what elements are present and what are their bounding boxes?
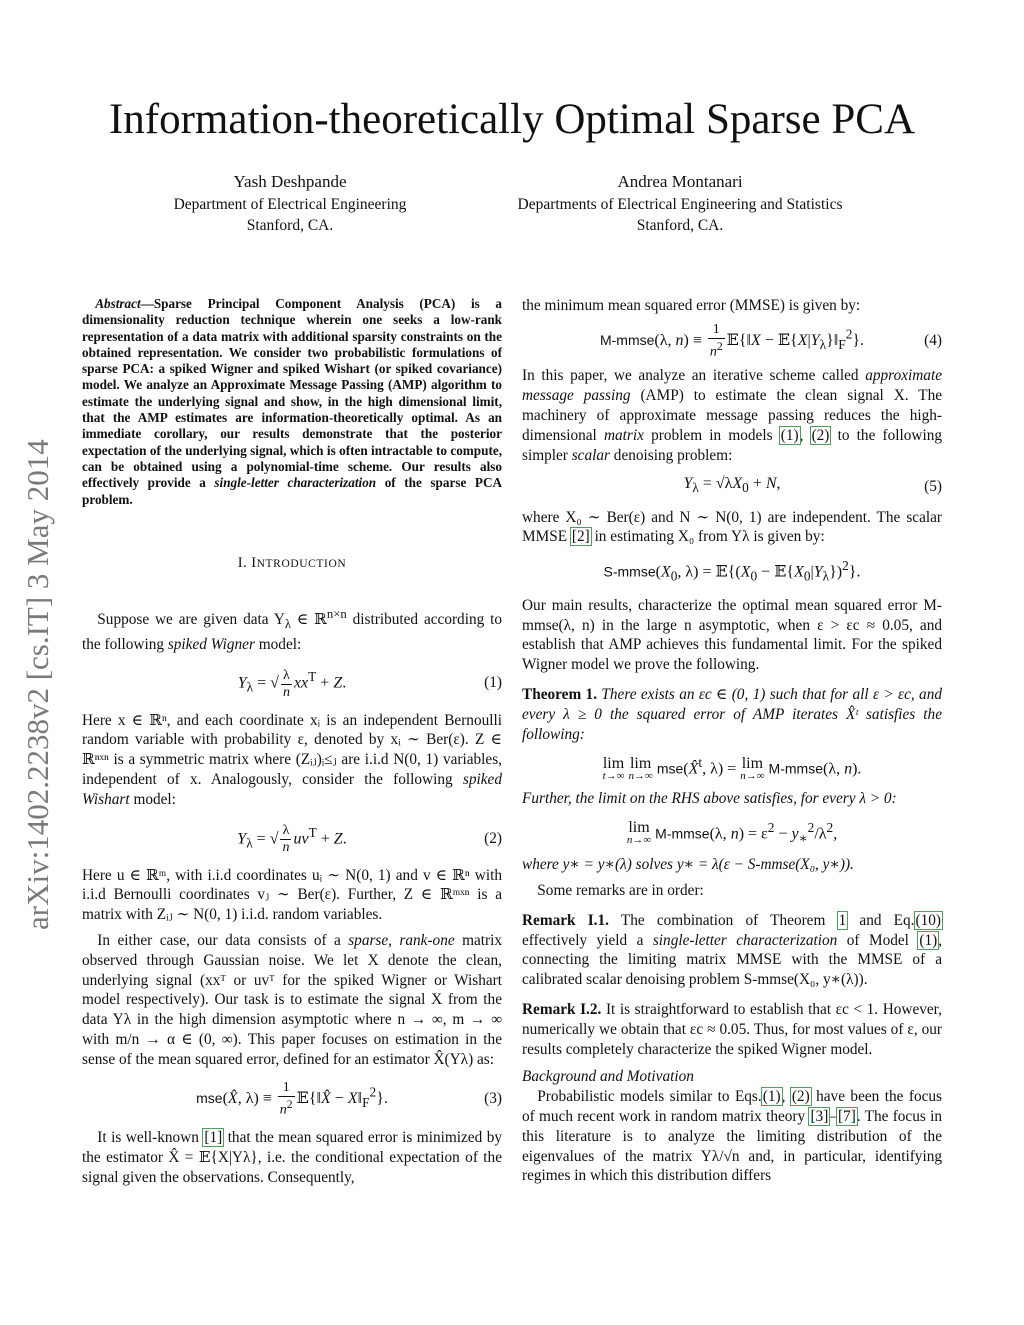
remark-label: Remark I.1. <box>522 911 609 929</box>
text: single-letter characterization <box>652 931 838 949</box>
intro-paragraph-2 <box>82 711 502 810</box>
text: Suppose we are given data Y <box>97 610 285 628</box>
citation-link[interactable]: [3] <box>810 1108 829 1126</box>
equation-5: $Y_\lambda = √\lambda X_0 + N$, (5) <box>683 475 942 496</box>
remark-2 <box>522 1000 942 1059</box>
main-results-paragraph: Our main results, characterize the optimal mean squared error M-mmse(λ, n) in the large n asymptotic, when ε > εc ≈ 0.05, and establish that AMP achieves this fundamental limit. For the spiked Wigner model we prove the following. <box>522 596 942 674</box>
text: model: <box>133 790 176 808</box>
intro-paragraph-5 <box>82 1128 502 1187</box>
equation-s-mmse: $S-mmse(X_0$, $\lambda) = 𝔼\{(X_0$ − $𝔼\{X_0|Y_\lambda\})^2$}. <box>603 558 861 584</box>
section-title-rest: NTRODUCTION <box>256 557 347 570</box>
paper-title: Information-theoretically Optimal Sparse PCA <box>108 96 916 143</box>
equation-number: (5) <box>924 477 942 495</box>
text: that the mean squared error is minimized by the estimator X̂ = 𝔼{X|Yλ}, i.e. the conditional expectation of the signal given the observations. Consequently, <box>82 1129 502 1186</box>
text: have been the focus of much recent work in random matrix theory <box>522 1088 942 1126</box>
text: matrix observed through Gaussian noise. We let X denote the clean, underlying signal (xxᵀ or uvᵀ for the spiked Wigner or Wishart model respectively). Our task is to estimate the signal X from the data Yλ in the high dimension asymptotic where n → ∞, m → ∞ with m/n → α ∈ (0, ∞). This paper focuses on estimation in the sense of the mean squared error, defined for an estimator X̂(Yλ) as: <box>82 932 502 1068</box>
intro-paragraph-4 <box>82 931 502 1070</box>
text: In either case, our data consists of a <box>97 932 341 950</box>
remark-label: Remark I.2. <box>522 1001 602 1019</box>
equation-number: (2) <box>484 829 502 847</box>
equation-link[interactable]: (1) <box>762 1088 781 1106</box>
text: In this paper, we analyze an iterative scheme called <box>522 367 859 385</box>
text: sparse, rank-one <box>348 932 455 950</box>
author-location: Stanford, CA. <box>636 217 724 234</box>
text: The combination of Theorem <box>620 911 826 929</box>
abstract-italic: single-letter characterization <box>214 475 377 491</box>
text: and Eq. <box>859 911 915 929</box>
subsection-heading: Background and Motivation <box>522 1068 694 1086</box>
intro-paragraph-1: Suppose we are given data $Y_\lambda$ ∈ ℝ$^{n\times n}$ distributed according to the following spiked Wigner model: <box>82 606 503 653</box>
theorem-fixed-point: where y∗ = y∗(λ) solves y∗ = λ(ε − S-mmse(X₀, y∗)). <box>522 856 854 874</box>
section-number: I. <box>237 554 248 571</box>
author-department: Departments of Electrical Engineering and Statistics <box>517 196 843 213</box>
equation-number: (4) <box>924 332 942 350</box>
theorem-1 <box>522 685 942 744</box>
author-location: Stanford, CA. <box>246 217 334 234</box>
text: , connecting the limiting matrix MMSE with the MMSE of a calibrated scalar denoising problem S-mmse(X₀, y∗(λ)). <box>522 931 943 989</box>
background-paragraph: Probabilistic models similar to Eqs.(1), (2) have been the focus of much recent work in random matrix theory [3]–[7]. The focus in this literature is to analyze the limiting distribution of the eigenvalues of the matrix Yλ/√n and, in particular, identifying regimes in which this distribution differs <box>522 1088 943 1185</box>
equation-number: (3) <box>484 1090 502 1108</box>
text: distributed according to the following <box>82 610 503 653</box>
section-heading <box>82 554 502 575</box>
mmse-intro: the minimum mean squared error (MMSE) is given by: <box>522 297 861 314</box>
equation-link[interactable]: (10) <box>915 911 941 929</box>
equation-3: mse(X̂, λ) ≡ $\frac{1}{n^2}$ 𝔼{‖X̂ − $X‖_F^2$}. (3) <box>196 1079 502 1118</box>
abstract-text: —Sparse Principal Component Analysis (PCA) is a dimensionality reduction technique wherein one seeks a low-rank representation of a data matrix with additional sparsity constraints on the obtained representation. We consider two probabilistic formulations of sparse PCA: a spiked Wigner and spiked Wishart (or spiked covariance) model. We analyze an Approximate Message Passing (AMP) algorithm to estimate the underlying signal and show, in the high dimensional limit, that the AMP estimates are information-theoretically optimal. As an immediate corollary, our results demonstrate that the posterior expectation of the underlying signal, which is often intractable to compute, can be obtained using a polynomial-time scheme. Our results also effectively provide a <box>82 296 502 491</box>
author-block-1 <box>150 170 430 236</box>
author-name: Andrea Montanari <box>617 172 743 191</box>
equation-number: (1) <box>484 674 502 692</box>
text: spiked Wigner <box>167 635 255 653</box>
author-block-2 <box>490 170 870 236</box>
abstract-end: of the sparse PCA problem. <box>82 475 502 507</box>
text: denoising problem: <box>613 446 733 464</box>
equation-4: M-mmse(λ, n) ≡ $\frac{1}{n^2}$ 𝔼{‖X − $𝔼\{X|Y_\lambda\}‖_F^2$}. (4) <box>599 321 942 360</box>
remarks-intro: Some remarks are in order: <box>537 882 704 900</box>
text: Probabilistic models similar to Eqs. <box>537 1088 762 1106</box>
text: It is straightforward to establish that εc < 1. However, numerically we obtain that εc ≈ 0.05. Thus, for most values of ε, our results completely characterize the spiked Wigner model. <box>522 1001 942 1058</box>
citation-link[interactable]: [2] <box>571 528 590 546</box>
equation-limit-rhs: lim n→∞ M-mmse(λ, $n) = \varepsilon^2 - y_∗^2/\lambda^2$, <box>626 819 838 847</box>
text: effectively yield a <box>522 931 644 949</box>
text: of Model <box>846 931 909 949</box>
equation-theorem-limit: lim t→∞ lim n→∞ mse(X̂$^t$, λ) = lim n→∞ M-mmse(λ, n). <box>602 754 862 782</box>
theorem-continuation: Further, the limit on the RHS above satisfies, for every λ > 0: <box>522 789 897 807</box>
author-department: Department of Electrical Engineering <box>173 196 407 213</box>
text: It is well-known <box>97 1129 199 1147</box>
theorem-text: There exists an εc ∈ (0, 1) such that for all ε > εc, and every λ ≥ 0 the squared error of AMP iterates X̂ᵗ satisfies the following: <box>522 685 942 743</box>
amp-paragraph: In this paper, we analyze an iterative scheme called approximate message passing (AMP) to estimate the clean signal X. The machinery of approximate message passing reduces the high-dimensional matrix problem in models (1), (2) to the following simpler scalar denoising problem: <box>522 367 943 464</box>
theorem-label: Theorem 1. <box>522 685 598 703</box>
text: Here x ∈ ℝⁿ, and each coordinate xᵢ is an independent Bernoulli random variable with probability ε, denoted by xᵢ ∼ Ber(ε). Z ∈ ℝⁿˣⁿ is a symmetric matrix where (Zᵢⱼ)ᵢ≤ⱼ are i.i.d N(0, 1) variables, independent of x. Analogously, consider the following <box>82 711 502 788</box>
abstract-label: Abstract <box>95 296 141 311</box>
text: in estimating X₀ from Yλ is given by: <box>594 528 825 546</box>
text: spiked Wishart <box>82 770 502 808</box>
abstract <box>82 296 502 508</box>
text: (AMP) to estimate the clean signal X. The machinery of approximate message passing reduces the high-dimensional <box>522 387 943 444</box>
arxiv-stamp: arXiv:1402.2238v2 [cs.IT] 3 May 2014 <box>20 439 55 930</box>
right-column <box>522 296 942 1186</box>
text: to the following simpler <box>522 426 943 464</box>
text: matrix <box>603 426 644 444</box>
text: model: <box>254 635 302 653</box>
text: problem in models <box>651 426 773 444</box>
text: approximate message passing <box>522 367 942 405</box>
text: . The focus in this literature is to analyze the limiting distribution of the eigenvalues of the matrix Yλ/√n and, in particular, identifying regimes in which this distribution differs <box>522 1108 943 1185</box>
theorem-link[interactable]: 1 <box>838 911 847 929</box>
left-column <box>82 296 502 1188</box>
equation-link[interactable]: (1) <box>919 931 938 949</box>
author-name: Yash Deshpande <box>233 172 347 191</box>
scalar-mmse-paragraph <box>522 508 942 548</box>
equation-1: $Y_\lambda$ = √ $\frac{\lambda}{n}$ $xx^T + Z$. (1) <box>237 667 502 700</box>
equation-link[interactable]: (2) <box>791 1088 810 1106</box>
text: where X₀ ∼ Ber(ε) and N ∼ N(0, 1) are independent. The scalar MMSE <box>522 508 942 546</box>
citation-link[interactable]: [1] <box>204 1129 223 1147</box>
section-title-first: I <box>251 554 257 571</box>
intro-paragraph-3: Here u ∈ ℝᵐ, with i.i.d coordinates uᵢ ∼ N(0, 1) and v ∈ ℝⁿ with i.i.d Bernoulli coordinates vⱼ ∼ Ber(ε). Further, Z ∈ ℝᵐˣⁿ is a matrix with Zᵢⱼ ∼ N(0, 1) i.i.d. random variables. <box>82 866 502 924</box>
equation-link[interactable]: (2) <box>811 426 830 444</box>
remark-1 <box>522 911 942 990</box>
citation-link[interactable]: [7] <box>837 1108 856 1126</box>
text: scalar <box>571 446 610 464</box>
equation-link[interactable]: (1) <box>780 426 799 444</box>
equation-2: $Y_\lambda$ = √ $\frac{\lambda}{n}$ $uv^T + Z$. (2) <box>237 822 502 855</box>
